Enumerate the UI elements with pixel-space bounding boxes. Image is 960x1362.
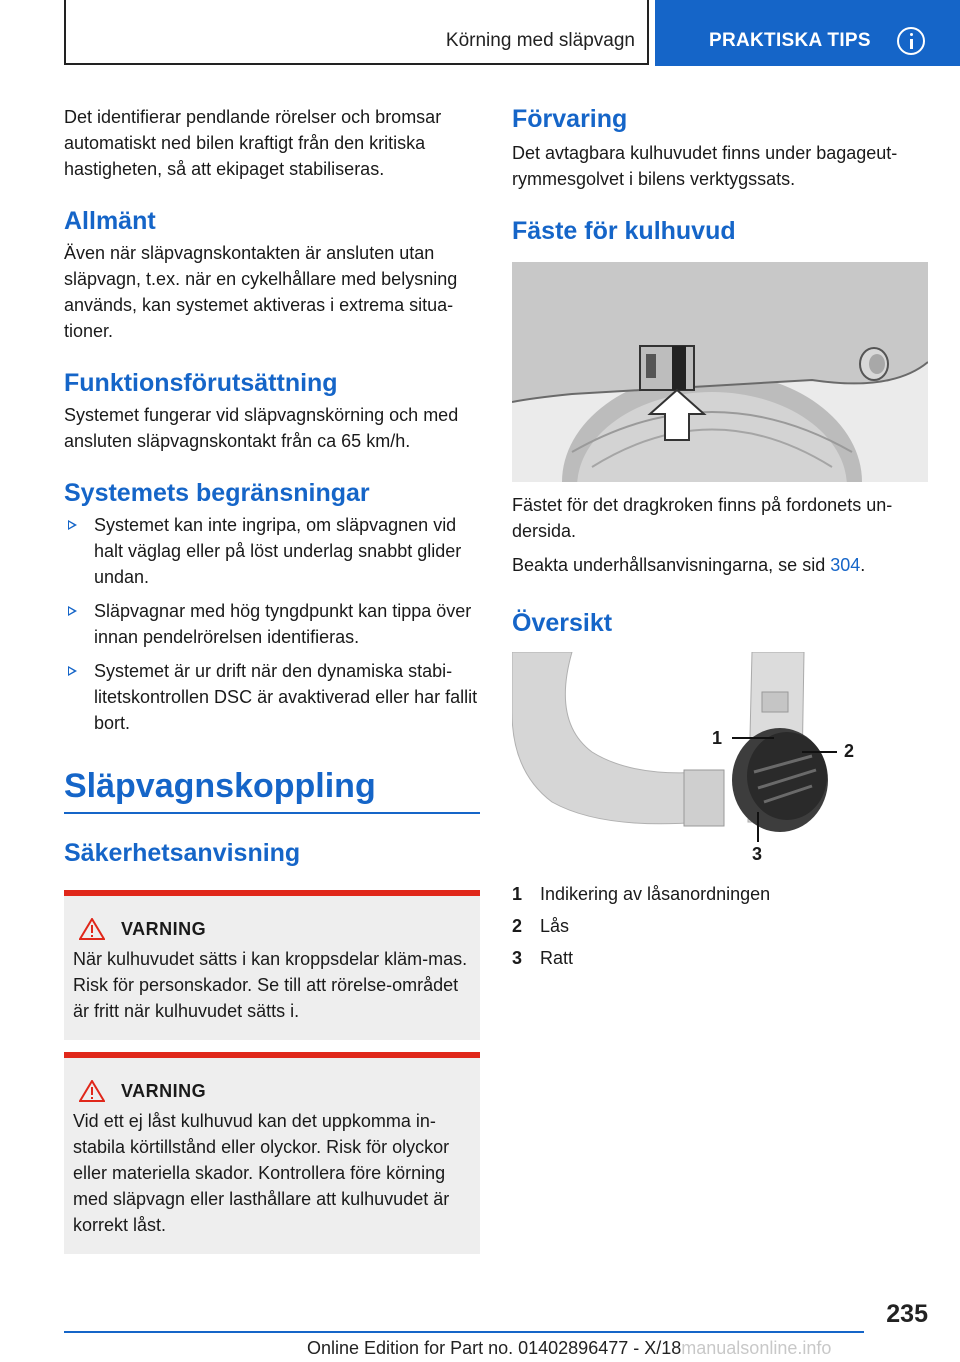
- intro-paragraph: Det identifierar pendlande rörelser och bromsar automatiskt ned bilen kraftigt från den kritiska hastigheten, så att ekipaget stabiliseras.: [64, 107, 442, 179]
- info-icon: [897, 27, 925, 55]
- maintenance-paragraph: Beakta underhållsanvisningarna, se sid 304.: [512, 555, 866, 575]
- section-title: Körning med släpvagn: [445, 30, 635, 51]
- legend-list: [512, 878, 928, 974]
- callout-3: 3: [752, 844, 763, 864]
- left-column: [64, 104, 480, 1254]
- list-item: Släpvagnar med hög tyngdpunkt kan tippa över innan pendelrörelsen identifieras.: [64, 598, 480, 650]
- list-item: Systemet är ur drift när den dynamiska stabi-litetskontrollen DSC är avaktiverad eller har fallit bort.: [64, 658, 480, 736]
- footer-rule: [64, 1331, 864, 1333]
- warning-triangle-icon: [79, 918, 105, 940]
- bullet-triangle-icon: [68, 606, 77, 616]
- page-reference-link[interactable]: 304: [830, 555, 861, 575]
- overview-heading: Översikt: [512, 609, 613, 637]
- chapter-tab-label: PRAKTISKA TIPS: [709, 30, 871, 51]
- callout-1: 1: [712, 728, 723, 748]
- mount-paragraph: Fästet för det dragkroken finns på fordonets un-dersida.: [512, 495, 893, 541]
- general-heading: Allmänt: [64, 207, 156, 235]
- warning-triangle-icon: [79, 1080, 105, 1102]
- page-number: 235: [886, 1300, 928, 1328]
- mount-heading: Fäste för kulhuvud: [512, 217, 736, 245]
- footer-edition: Online Edition for Part no. 01402896477 - X/18manualsonline.info: [307, 1338, 832, 1358]
- storage-paragraph: Det avtagbara kulhuvudet finns under bagageut-rymmesgolvet i bilens verktygssats.: [512, 143, 898, 189]
- header-section-box: [64, 0, 649, 65]
- limits-list: [64, 512, 480, 736]
- list-item: 2 Lås: [512, 916, 570, 936]
- requirements-paragraph: Systemet fungerar vid släpvagnskörning och med ansluten släpvagnskontakt från ca 65 km/h.: [64, 405, 459, 451]
- warning-title: VARNING: [121, 918, 207, 939]
- bullet-triangle-icon: [68, 520, 77, 530]
- list-item: 1 Indikering av låsanordningen: [512, 884, 771, 904]
- warning-text: Vid ett ej låst kulhuvud kan det uppkomma in-stabila körtillstånd eller olyckor. Risk för olyckor eller materiella skador. Kontrollera före körning med släpvagn eller lasthållare att kulhuvudet är korrekt låst.: [73, 1111, 450, 1235]
- bullet-triangle-icon: [68, 666, 77, 676]
- warning-text: När kulhuvudet sätts i kan kroppsdelar kläm-mas. Risk för personskador. Se till att rörelse-området är fritt när kulhuvudet sätts i.: [73, 949, 468, 1021]
- chapter-rule: [64, 812, 480, 814]
- chapter-tab[interactable]: [655, 0, 960, 66]
- mount-illustration: [512, 262, 928, 482]
- requirements-heading: Funktionsförutsättning: [64, 369, 338, 397]
- general-paragraph: Även när släpvagnskontakten är ansluten utan släpvagn, t.ex. när en cykelhållare med belysning används, kan systemet aktiveras i extrema situa-tioner.: [64, 243, 458, 341]
- warning-title: VARNING: [121, 1080, 207, 1101]
- safety-heading: Säkerhetsanvisning: [64, 839, 301, 867]
- ball-head-illustration: [512, 652, 928, 872]
- right-column: [512, 104, 928, 974]
- chapter-heading: Släpvagnskoppling: [64, 767, 376, 805]
- watermark: manualsonline.info: [681, 1338, 832, 1358]
- limits-heading: Systemets begränsningar: [64, 479, 370, 507]
- list-item: Systemet kan inte ingripa, om släpvagnen vid halt väglag eller på löst underlag snabbt glider undan.: [64, 512, 480, 590]
- list-item: 3 Ratt: [512, 948, 574, 968]
- warning-box: [64, 1052, 480, 1254]
- warning-box: [64, 890, 480, 1040]
- callout-2: 2: [844, 741, 855, 761]
- storage-heading: Förvaring: [512, 105, 628, 133]
